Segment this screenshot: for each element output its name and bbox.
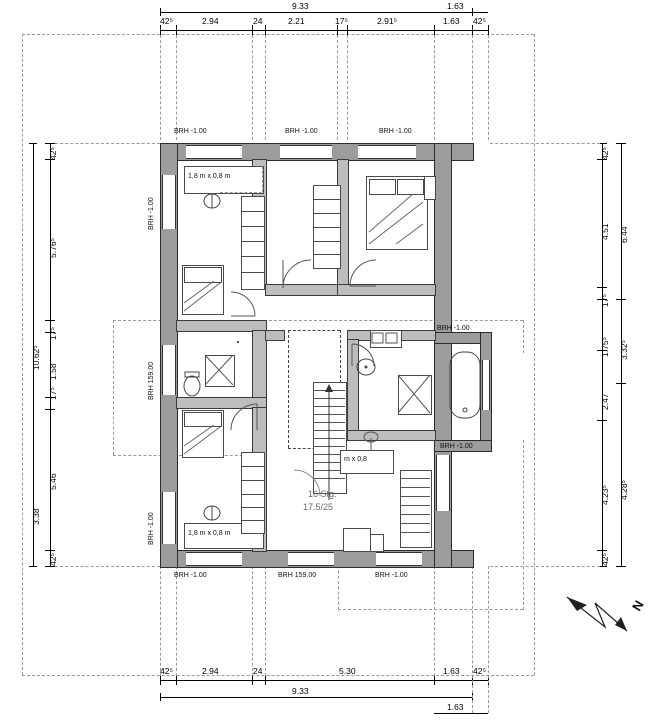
sink-west: [237, 341, 239, 343]
closet-se: [400, 470, 432, 548]
dim-left-c4: 17⁵: [48, 387, 58, 400]
dim-bot-i0: 42⁵: [160, 666, 173, 676]
dim-left-1062: 10.62⁵: [31, 345, 41, 370]
bed-sw-blanket: [184, 425, 220, 454]
cabinet-se: [370, 534, 384, 552]
aux-dash-v1: [113, 320, 114, 455]
dim-right-c4: 2.47: [600, 393, 610, 410]
brh-south-1: BRH -1.00: [174, 572, 207, 579]
dim-bottom-mid-line: [160, 697, 472, 698]
brh-west-2: BRH 159.00: [148, 361, 155, 400]
dim-top-i1: 2.94: [202, 16, 219, 26]
boundary-dash-right: [534, 34, 535, 675]
window-west-1: [162, 175, 176, 229]
dim-left-c1: 5.76⁵: [48, 237, 58, 258]
window-east-1: [436, 455, 450, 511]
vanity-sinks-icon: [370, 330, 400, 346]
boundary-dash-top: [22, 34, 534, 35]
dim-left-c2: 17⁵: [48, 327, 58, 340]
dim-bot-i4: 1.63: [443, 666, 460, 676]
brh-north-3: BRH -1.00: [379, 128, 412, 135]
window-callout-sw-label: 1,8 m x 0,8 m: [188, 530, 231, 537]
dim-bot-i1: 2.94: [202, 666, 219, 676]
north-arrow-icon: [565, 585, 643, 637]
stair-direction-arrow: [322, 382, 336, 502]
dim-left-c0: 42⁵: [48, 147, 58, 160]
brh-west-3: BRH -1.00: [148, 512, 155, 545]
door-bath-west: [231, 292, 255, 316]
door-bath-east: [352, 344, 374, 366]
window-south-3: [376, 552, 422, 566]
dim-right-c6: 42⁵: [600, 553, 610, 566]
brh-north-2: BRH -1.00: [285, 128, 318, 135]
dim-top-i6: 1.63: [443, 16, 460, 26]
dim-right-c5: 4.23⁵: [600, 484, 610, 505]
aux-dash-v2: [523, 320, 524, 353]
dim-right-c1: 4.51: [600, 223, 610, 240]
dim-left-338: 3.38: [31, 508, 41, 525]
door-bedroom-ne: [283, 260, 311, 288]
dim-top-i0: 42⁵: [160, 16, 173, 26]
bed-ne-pillow-left: [369, 179, 396, 195]
shower-east-cross: [398, 375, 430, 413]
dim-top-outer-line: [160, 12, 472, 13]
bathtub-icon: [450, 352, 480, 418]
dim-bot-933: 9.33: [292, 686, 309, 696]
toilet-west-icon: [182, 372, 202, 398]
north-arrow-label: N: [629, 597, 647, 614]
brh-south-3: BRH -1.00: [375, 572, 408, 579]
dim-top-i2: 24: [253, 16, 263, 26]
window-south-2: [288, 552, 334, 566]
brh-north-1: BRH -1.00: [174, 128, 207, 135]
window-north-1: [186, 145, 242, 159]
dim-right-c3: 1.75⁵: [600, 336, 610, 357]
shower-west-cross: [205, 355, 233, 385]
wall-interior-h7: [265, 330, 285, 341]
stairs-count-label: 16 Stg.: [308, 489, 337, 499]
dim-top-inner-line: [160, 30, 488, 31]
brh-east-2: BRH -1.00: [440, 443, 473, 450]
dim-right-o0: 6.44: [619, 226, 629, 243]
dim-top-i7: 42⁵: [473, 16, 486, 26]
dim-top-outer-933: 9.33: [292, 1, 309, 11]
door-hall-south: [294, 470, 320, 496]
window-north-2: [280, 145, 332, 159]
dim-right-o2: 4.28⁵: [619, 479, 629, 500]
dim-left-c3: 1.58: [48, 363, 58, 380]
bed-nw-blanket: [184, 281, 220, 311]
window-north-3: [358, 145, 416, 159]
door-bedroom-sw: [231, 404, 257, 430]
stairs-ratio-label: 17.5/25: [303, 502, 334, 512]
dim-top-i3: 2.21: [288, 16, 305, 26]
window-callout-center-label: m x 0,8: [344, 456, 367, 463]
bed-ne-pillow-right: [397, 179, 424, 195]
dim-right-c2: 17⁵: [600, 294, 610, 307]
window-south-1: [186, 552, 242, 566]
dim-bot-163: 1.63: [447, 702, 464, 712]
window-east-bumpout: [482, 360, 490, 410]
dim-right-o1: 3.32⁵: [619, 339, 629, 360]
brh-west-1: BRH -1.00: [148, 197, 155, 230]
brh-south-2: BRH 159.00: [278, 572, 317, 579]
dim-top-i5: 2.91⁵: [377, 16, 398, 26]
window-callout-nw-label: 1,8 m x 0,8 m: [188, 173, 231, 180]
bed-ne-blanket: [369, 194, 423, 244]
dim-bottom-inner-line: [160, 680, 488, 681]
window-west-3: [162, 492, 176, 544]
chair-nw-icon: [200, 190, 224, 212]
dim-bot-i2: 24: [253, 666, 263, 676]
aux-dash-h2: [113, 455, 248, 456]
plant-icon: [360, 432, 382, 450]
dim-left-c6: 42⁵: [48, 553, 58, 566]
boundary-dash-left: [22, 34, 23, 675]
dim-bot-i3: 5.30: [339, 666, 356, 676]
dim-top-right-163: 1.63: [447, 1, 464, 11]
window-west-2: [162, 345, 176, 395]
dim-right-c0: 42⁵: [600, 147, 610, 160]
brh-east-1: BRH -1.00: [437, 325, 470, 332]
nightstand-ne: [424, 176, 436, 200]
dim-left-chain-line: [50, 143, 51, 566]
aux-dash-h3: [338, 609, 523, 610]
dim-bottom-outer-line: [434, 713, 488, 714]
dim-top-i4: 17⁵: [335, 16, 348, 26]
chair-sw-icon: [200, 503, 224, 523]
window-callout-nw: [184, 166, 264, 194]
dim-bot-i5: 42⁵: [473, 666, 486, 676]
dim-left-c5: 5.46: [48, 473, 58, 490]
appliance-se: [343, 528, 371, 552]
dim-top-right-line: [434, 12, 488, 13]
aux-dash-v4: [523, 440, 524, 610]
door-bedroom-master: [350, 260, 376, 286]
